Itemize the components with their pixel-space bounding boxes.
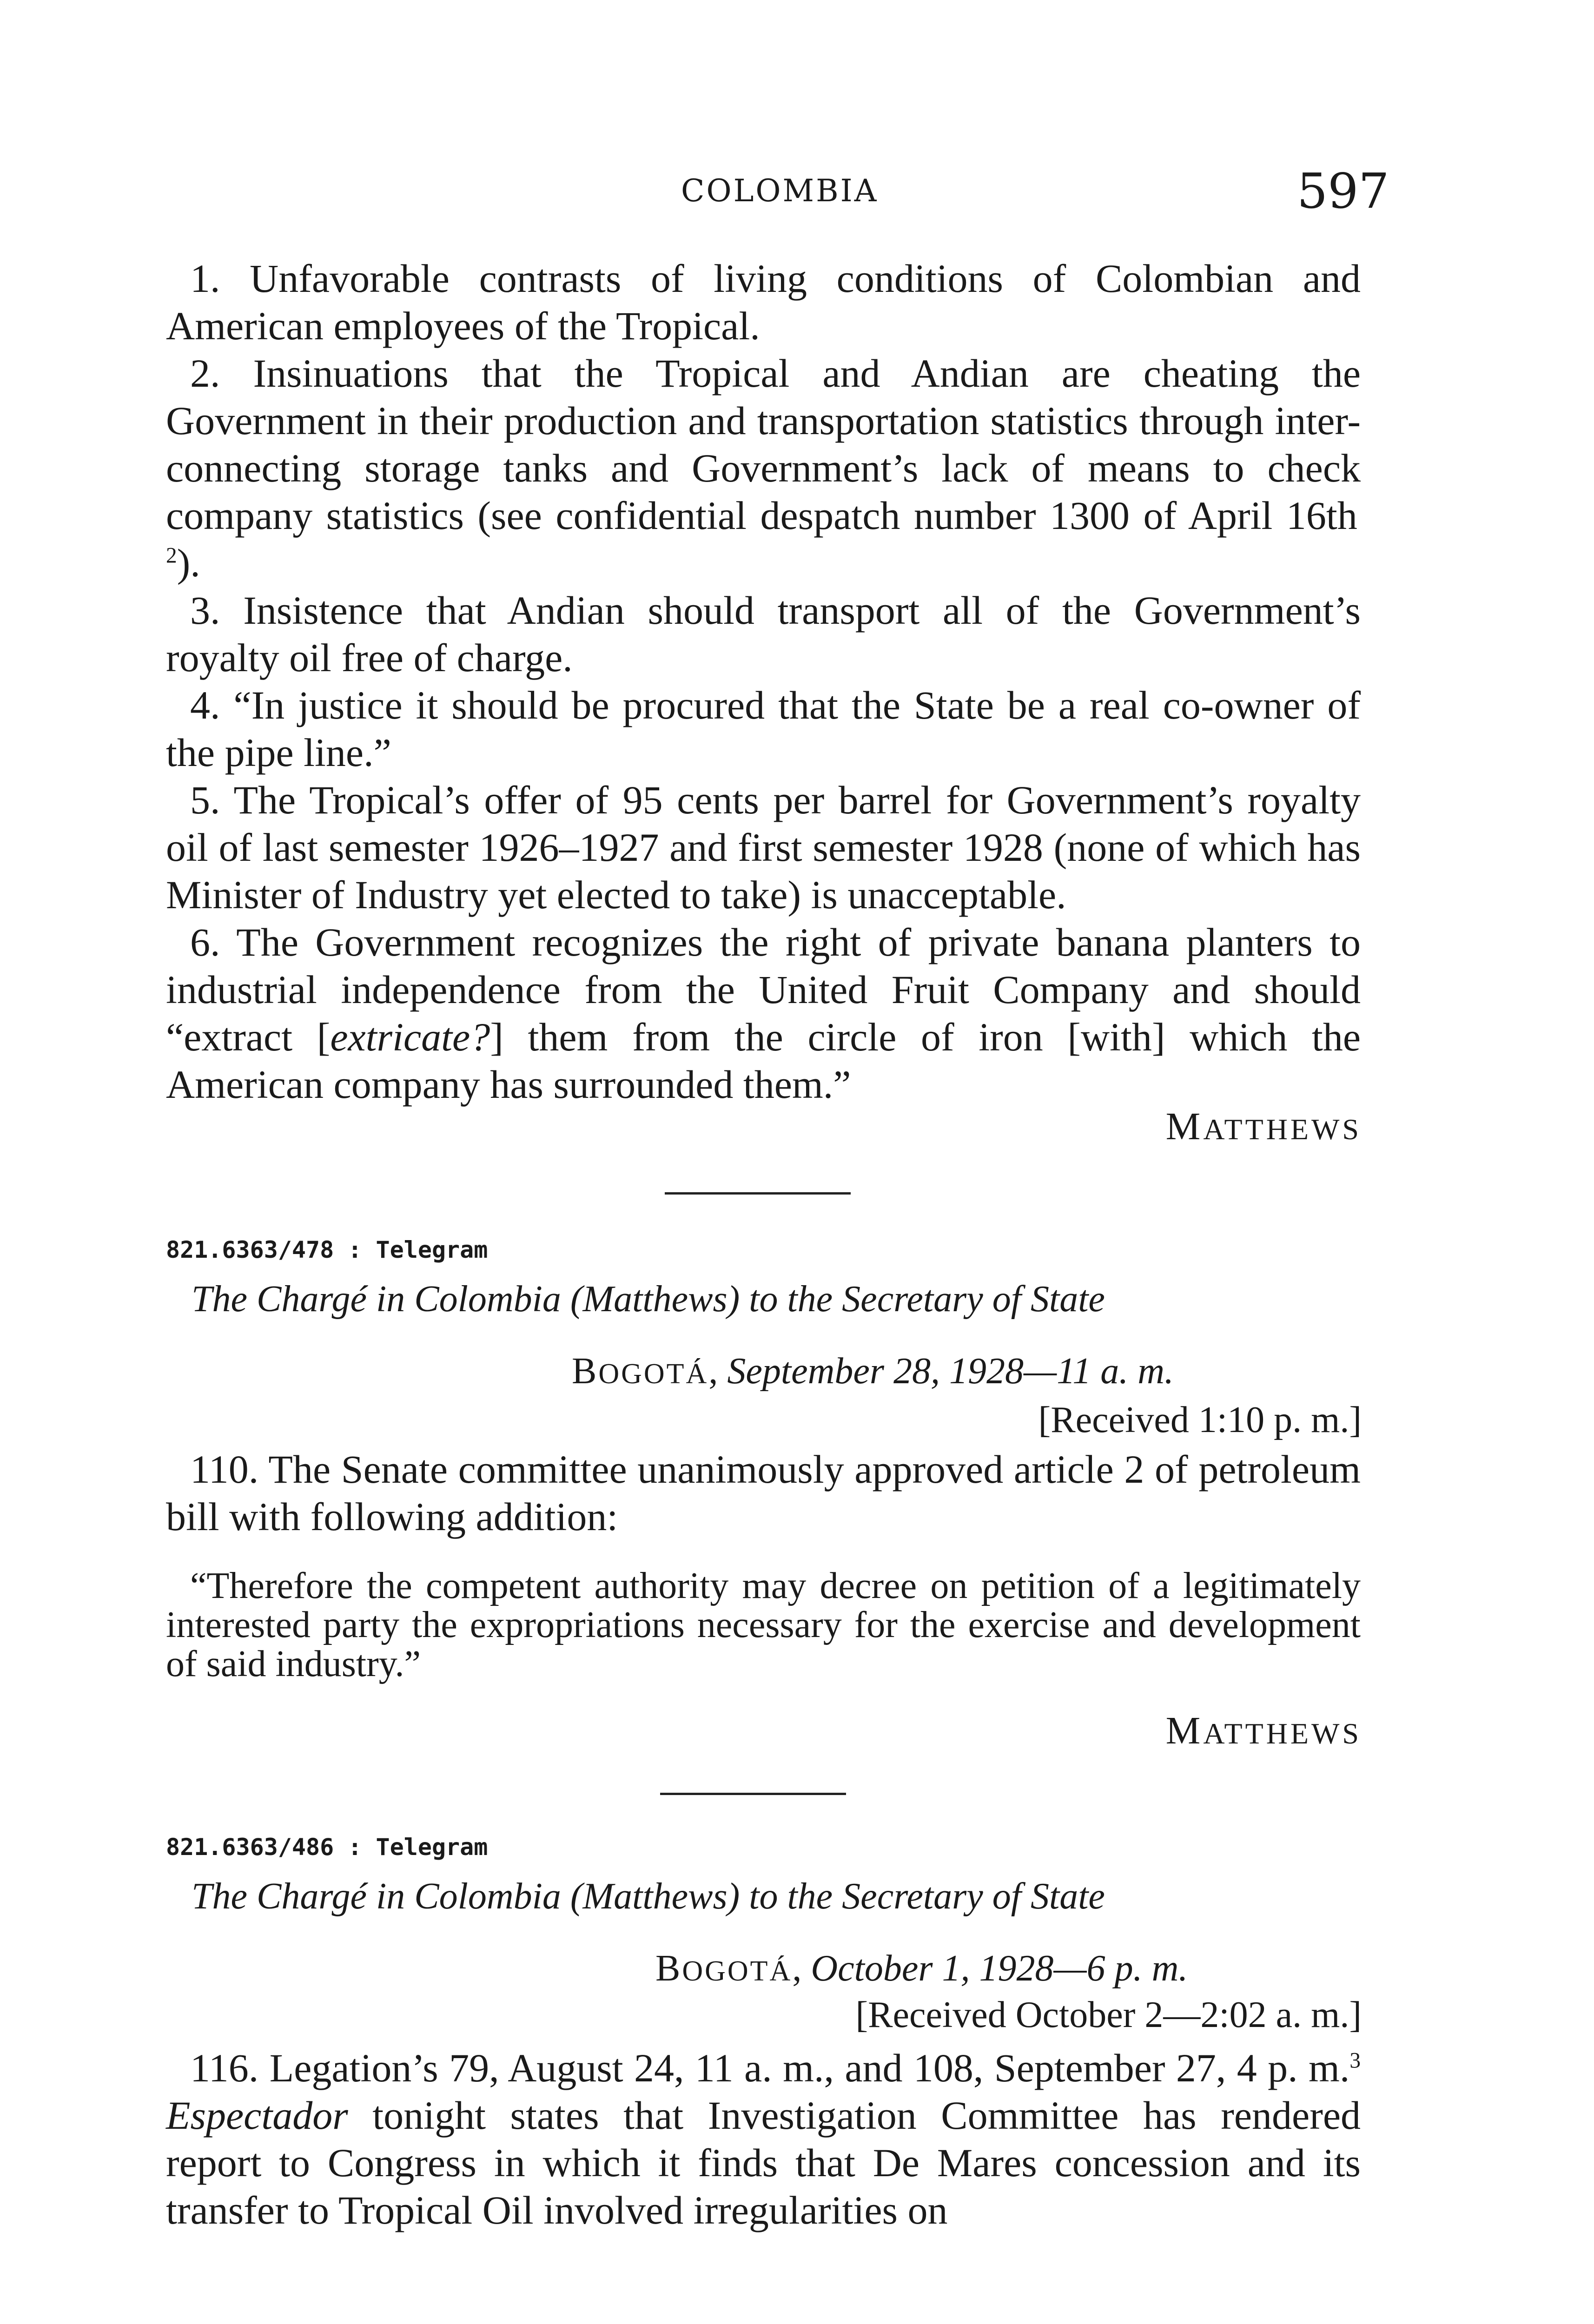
dateline: BOGOTÁ, October 1, 1928—6 p. m.	[655, 1948, 1188, 1989]
section-divider	[665, 1192, 851, 1195]
signature: MATTHEWS	[1165, 1105, 1362, 1148]
received-line: [Received 1:10 p. m.]	[1038, 1400, 1362, 1440]
dateline: BOGOTÁ, September 28, 1928—11 a. m.	[572, 1351, 1174, 1392]
page-number: 597	[1297, 163, 1389, 219]
footnote-ref: 2	[166, 543, 177, 568]
telegram-body: 110. The Senate committee unanimously approved article 2 of petroleum bill with following addition:	[166, 1447, 1361, 1539]
file-reference: 821.6363/486 : Telegram	[166, 1834, 488, 1861]
list-item-2: 2. Insinuations that the Tropical and Andian are cheating the Government in their production and transportation statistics through inter-connecting storage tanks and Government’s lack of means to check company statistics (see confidential despatch number 1300 of April 16th $^2$).	[166, 351, 1361, 585]
telegram-body: 116. Legation’s 79, August 24, 11 a. m., and 108, September 27, 4 p. m.$^3$ Espectador tonight states that Investigation Committee has rendered report to Congress in which it finds that De Mares concession and its transfer to Tropical Oil involved irregularities on	[166, 2046, 1361, 2232]
list-item-5: 5. The Tropical’s offer of 95 cents per barrel for Government’s royalty oil of last semester 1926–1927 and first semester 1928 (none of which has Minister of Industry yet elected to take) is unacceptable.	[166, 778, 1361, 917]
document-title: The Chargé in Colombia (Matthews) to the Secretary of State	[192, 1279, 1105, 1320]
quoted-addition: “Therefore the competent authority may decree on petition of a legitimately interested party the expropriations necessary for the exercise and development of said industry.”	[166, 1565, 1361, 1684]
received-line: [Received October 2—2:02 a. m.]	[855, 1994, 1362, 2035]
footnote-ref: 3	[1349, 2048, 1361, 2073]
running-header: COLOMBIA	[681, 173, 879, 209]
section-divider	[660, 1793, 846, 1795]
document-title: The Chargé in Colombia (Matthews) to the Secretary of State	[192, 1876, 1105, 1917]
list-item-4: 4. “In justice it should be procured that the State be a real co-owner of the pipe line.”	[166, 683, 1361, 775]
list-item-1: 1. Unfavorable contrasts of living conditions of Colombian and American employees of the Tropical.	[166, 256, 1361, 348]
file-reference: 821.6363/478 : Telegram	[166, 1236, 488, 1263]
list-item-6: 6. The Government recognizes the right of private banana planters to industrial independence from the United Fruit Company and should “extract [extricate?] them from the circle of iron [with] which the American company has surrounded them.”	[166, 920, 1361, 1107]
signature: MATTHEWS	[1165, 1709, 1362, 1752]
list-item-3: 3. Insistence that Andian should transport all of the Government’s royalty oil free of charge.	[166, 588, 1361, 680]
